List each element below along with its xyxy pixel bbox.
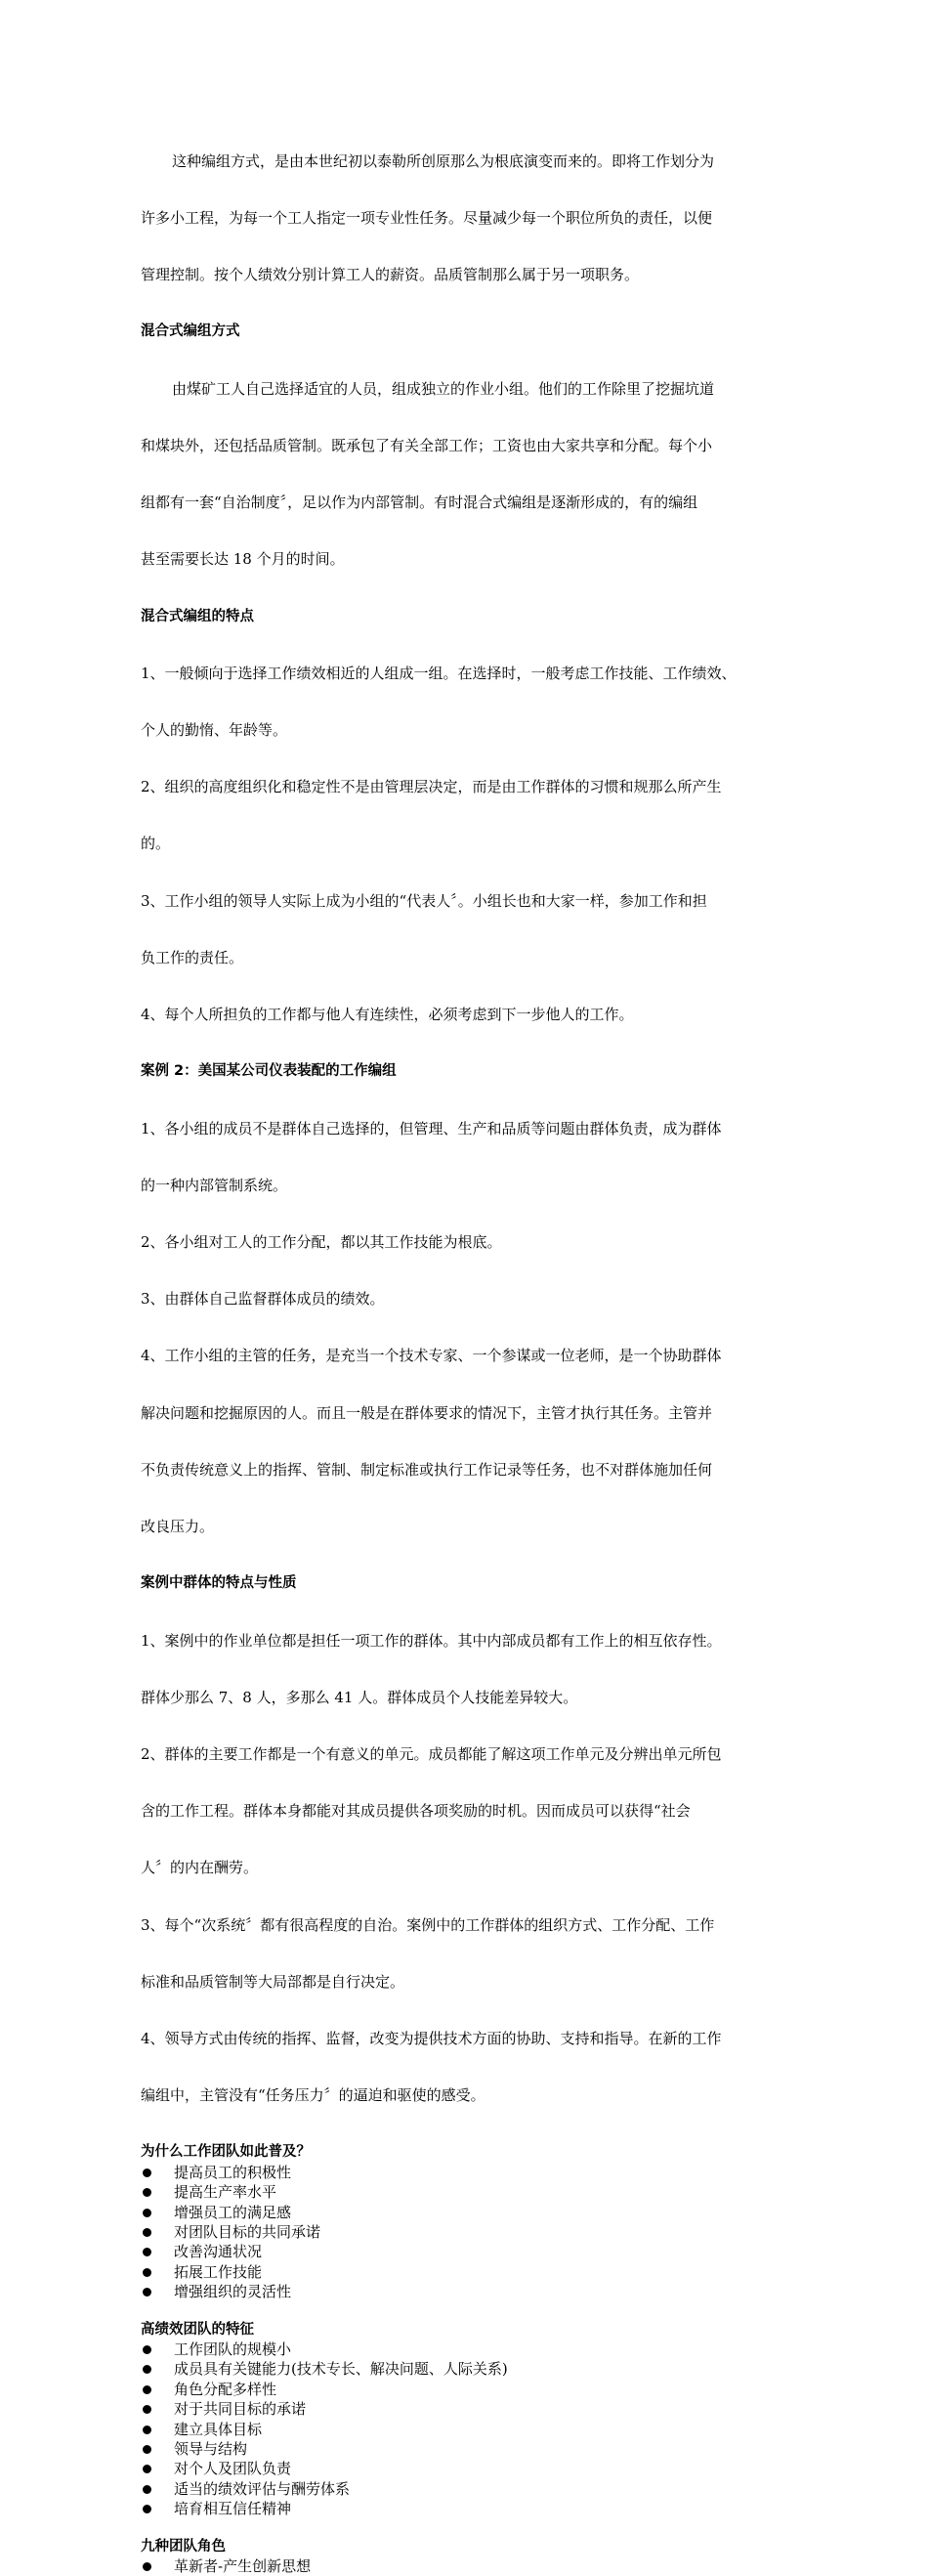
- bullet-icon: [143, 2562, 151, 2571]
- text-line: 标准和品质管制等大局部都是自行决定。: [141, 1972, 405, 1991]
- bullet-icon: [143, 2168, 151, 2177]
- section-heading-case2: 案例 2：美国某公司仪表装配的工作编组: [141, 1063, 397, 1080]
- text-line: 2、各小组对工人的工作分配，都以其工作技能为根底。: [141, 1232, 502, 1251]
- bullet-icon: [143, 2365, 151, 2374]
- text-line: 改良压力。: [141, 1518, 215, 1536]
- text-line: 负工作的责任。: [141, 948, 244, 966]
- bullet-item: [141, 2479, 805, 2499]
- text-line: 这种编组方式，是由本世纪初以泰勒所创原那么为根底演变而来的。即将工作划分为: [172, 151, 715, 170]
- bullet-text: 增强员工的满足感: [174, 2203, 292, 2221]
- mixed-paragraph: [141, 342, 805, 608]
- document-page: [141, 114, 805, 2576]
- bullet-icon: [143, 2228, 151, 2237]
- intro-paragraph: [141, 114, 805, 322]
- text-line: 2、组织的高度组织化和稳定性不是由管理层决定，而是由工作群体的习惯和规那么所产生: [141, 778, 722, 796]
- bullet-text: 培育相互信任精神: [174, 2500, 292, 2518]
- text-line: 1、一般倾向于选择工作绩效相近的人组成一组。在选择时，一般考虑工作技能、工作绩效、: [141, 664, 737, 682]
- bullet-text: 适当的绩效评估与酬劳体系: [174, 2479, 351, 2498]
- bullet-text: 角色分配多样性: [174, 2380, 277, 2398]
- bullet-item: [141, 2282, 805, 2301]
- bullet-item: [141, 2420, 805, 2439]
- text-line: 和煤块外，还包括品质管制。既承包了有关全部工作；工资也由大家共享和分配。每个小: [141, 436, 713, 454]
- bullet-text: 增强组织的灵活性: [174, 2283, 292, 2301]
- text-line: 4、领导方式由传统的指挥、监督，改变为提供技术方面的协助、支持和指导。在新的工作: [141, 2030, 722, 2048]
- nine-roles-bullets: [141, 2556, 805, 2576]
- case-group-list: [141, 1594, 805, 2144]
- bullet-text: 对于共同目标的承诺: [174, 2400, 307, 2419]
- bullet-item: [141, 2380, 805, 2399]
- text-line: 个人的勤惰、年龄等。: [141, 721, 288, 739]
- bullet-item: [141, 2242, 805, 2261]
- bullet-item: [141, 2399, 805, 2419]
- text-line: 的。: [141, 835, 171, 853]
- bullet-item: [141, 2163, 805, 2182]
- text-line: 1、案例中的作业单位都是担任一项工作的群体。其中内部成员都有工作上的相互依存性。: [141, 1631, 722, 1650]
- text-line: 3、由群体自己监督群体成员的绩效。: [141, 1290, 385, 1309]
- bullet-text: 提高生产率水平: [174, 2183, 277, 2202]
- bullet-item: [141, 2182, 805, 2202]
- bullet-text: 对个人及团队负责: [174, 2460, 292, 2478]
- text-line: 甚至需要长达 18 个月的时间。: [141, 550, 345, 569]
- text-line: 解决问题和挖掘原因的人。而且一般是在群体要求的情况下，主管才执行其任务。主管并: [141, 1403, 713, 1422]
- text-line: 3、每个“次系统〞都有很高程度的自治。案例中的工作群体的组织方式、工作分配、工作: [141, 1915, 715, 1934]
- bullet-icon: [143, 2345, 151, 2354]
- bullet-icon: [143, 2209, 151, 2217]
- bullet-text: 拓展工作技能: [174, 2262, 263, 2281]
- spacer: [141, 2302, 805, 2321]
- text-line: 含的工作工程。群体本身都能对其成员提供各项奖励的时机。因而成员可以获得“社会: [141, 1802, 691, 1821]
- text-line: 许多小工程，为每一个工人指定一项专业性任务。尽量减少每一个职位所负的责任，以便: [141, 209, 713, 228]
- bullet-item: [141, 2340, 805, 2359]
- bullet-icon: [143, 2485, 151, 2494]
- bullet-item: [141, 2459, 805, 2478]
- text-line: 由煤矿工人自己选择适宜的人员，组成独立的作业小组。他们的工作除里了挖掘坑道: [172, 379, 715, 398]
- section-heading-case-group: 案例中群体的特点与性质: [141, 1575, 297, 1592]
- text-line: 不负责传统意义上的指挥、管制、制定标准或执行工作记录等任务，也不对群体施加任何: [141, 1460, 713, 1479]
- text-line: 2、群体的主要工作都是一个有意义的单元。成员都能了解这项工作单元及分辨出单元所包: [141, 1744, 722, 1763]
- bullet-item: [141, 2203, 805, 2222]
- text-line: 3、工作小组的领导人实际上成为小组的“代表人〞。小组长也和大家一样，参加工作和担: [141, 891, 707, 910]
- bullet-item: [141, 2262, 805, 2282]
- mixed-features-list: [141, 626, 805, 1062]
- bullet-text: 领导与结构: [174, 2439, 248, 2458]
- text-line: 群体少那么 7、8 人，多那么 41 人。群体成员个人技能差异较大。: [141, 1688, 578, 1706]
- spacer: [141, 2519, 805, 2538]
- bullet-text: 工作团队的规模小: [174, 2340, 292, 2359]
- bullet-text: 成员具有关键能力(技术专长、解决问题、人际关系): [174, 2360, 508, 2379]
- text-line: 编组中，主管没有“任务压力〞的逼迫和驱使的感受。: [141, 2086, 485, 2105]
- bullet-item: [141, 2222, 805, 2242]
- section-heading-high-perf: 高绩效团队的特征: [141, 2321, 254, 2338]
- text-line: 组都有一套“自治制度〞，足以作为内部管制。有时混合式编组是逐渐形成的，有的编组: [141, 494, 698, 512]
- bullet-item: [141, 2556, 805, 2576]
- bullet-icon: [143, 2405, 151, 2414]
- section-heading-mixed-features: 混合式编组的特点: [141, 608, 254, 624]
- bullet-icon: [143, 2505, 151, 2513]
- bullet-icon: [143, 2288, 151, 2297]
- bullet-icon: [143, 2188, 151, 2197]
- bullet-icon: [143, 2426, 151, 2434]
- bullet-text: 提高员工的积极性: [174, 2163, 292, 2181]
- section-heading-mixed: 混合式编组方式: [141, 323, 240, 340]
- bullet-text: 改善沟通状况: [174, 2243, 263, 2261]
- bullet-text: 对团队目标的共同承诺: [174, 2223, 321, 2242]
- why-teams-bullets: [141, 2163, 805, 2302]
- bullet-icon: [143, 2268, 151, 2277]
- high-perf-bullets: [141, 2340, 805, 2519]
- text-line: 1、各小组的成员不是群体自己选择的，但管理、生产和品质等问题由群体负责，成为群体: [141, 1119, 722, 1138]
- bullet-icon: [143, 2385, 151, 2394]
- text-line: 4、工作小组的主管的任务，是充当一个技术专家、一个参谋或一位老师，是一个协助群体: [141, 1347, 722, 1365]
- bullet-item: [141, 2359, 805, 2379]
- bullet-icon: [143, 2248, 151, 2256]
- bullet-icon: [143, 2445, 151, 2454]
- bullet-item: [141, 2499, 805, 2518]
- bullet-item: [141, 2439, 805, 2459]
- section-heading-nine-roles: 九种团队角色: [141, 2538, 226, 2555]
- bullet-text: 建立具体目标: [174, 2420, 263, 2438]
- text-line: 的一种内部管制系统。: [141, 1176, 288, 1194]
- text-line: 管理控制。按个人绩效分别计算工人的薪资。品质管制那么属于另一项职务。: [141, 266, 640, 284]
- section-heading-why-teams: 为什么工作团队如此普及？: [141, 2144, 311, 2161]
- bullet-text: 革新者-产生创新思想: [174, 2556, 312, 2575]
- text-line: 人〞的内在酬劳。: [141, 1859, 259, 1877]
- text-line: 4、每个人所担负的工作都与他人有连续性，必须考虑到下一步他人的工作。: [141, 1006, 634, 1024]
- bullet-icon: [143, 2465, 151, 2473]
- case2-list: [141, 1082, 805, 1575]
